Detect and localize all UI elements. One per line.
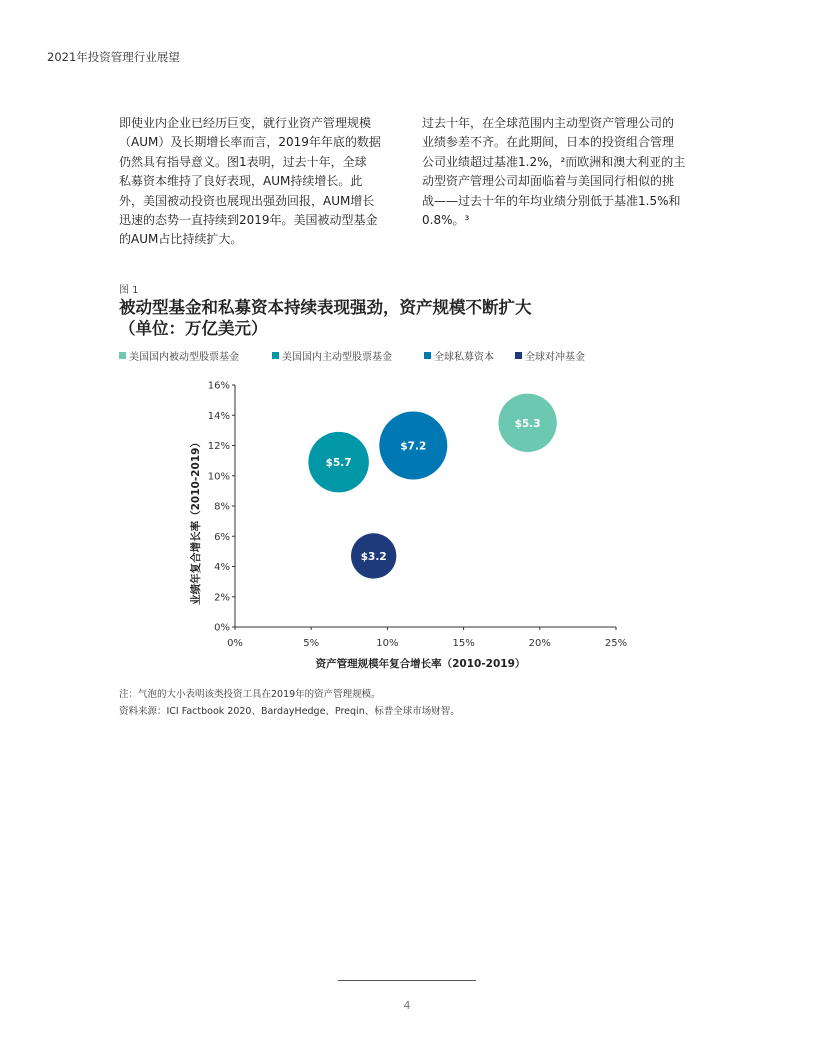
x-tick-label: 25% bbox=[604, 638, 628, 649]
bubble-label: $5.7 bbox=[325, 457, 352, 470]
x-tick-label: 15% bbox=[452, 638, 475, 649]
legend-label: 全球私募资本 bbox=[434, 352, 494, 363]
figure-note: 注：气泡的大小表明该类投资工具在2019年的资产管理规模。 bbox=[119, 689, 381, 700]
x-tick-label: 20% bbox=[528, 638, 551, 649]
running-header: 2021年投资管理行业展望 bbox=[47, 50, 180, 64]
y-tick-label: 10% bbox=[207, 471, 230, 483]
figure-source: 资料来源：ICI Factbook 2020、BardayHedge、Preqin、标普全球市场财智。 bbox=[119, 706, 460, 717]
x-tick-label: 0% bbox=[227, 638, 243, 649]
x-tick-label: 5% bbox=[303, 638, 320, 649]
y-tick-label: 16% bbox=[207, 380, 230, 392]
body-paragraph-left: 即使业内企业已经历巨变，就行业资产管理规模 （AUM）及长期增长率而言，2019年年底的数据 仍然具有指导意义。图1表明，过去十年，全球 私募资本维持了良好表现，AUM持续增长。此 外，美国被动投资也展现出强劲回报，AUM增长 迅速的态势一直持续到2019年。美国被动型基金 的AUM占比持续扩大。 bbox=[119, 116, 381, 247]
legend-label: 美国国内被动型股票基金 bbox=[129, 352, 239, 363]
y-tick-label: 6% bbox=[214, 531, 230, 543]
y-tick-label: 2% bbox=[214, 592, 230, 604]
y-tick-label: 8% bbox=[214, 501, 230, 513]
figure-label: 图 1 bbox=[119, 285, 139, 296]
bubble-label: $3.2 bbox=[360, 550, 387, 563]
y-tick-label: 0% bbox=[214, 622, 230, 634]
y-tick-label: 4% bbox=[214, 562, 230, 573]
y-tick-label: 14% bbox=[207, 410, 230, 422]
figure-title: 被动型基金和私募资本持续表现强劲，资产规模不断扩大 （单位：万亿美元） bbox=[119, 298, 532, 338]
body-paragraph-right: 过去十年，在全球范围内主动型资产管理公司的 业绩参差不齐。在此期间，日本的投资组合管理 公司业绩超过基准1.2%，²而欧洲和澳大利亚的主 动型资产管理公司却面临着与美国同行相似的挑 战——过去十年的年均业绩分别低于基准1.5%和 0.8%。³ bbox=[422, 116, 686, 228]
legend-label: 美国国内主动型股票基金 bbox=[282, 352, 392, 363]
page-number: 4 bbox=[403, 999, 411, 1012]
y-tick-label: 12% bbox=[207, 441, 230, 452]
legend-label: 全球对冲基金 bbox=[525, 352, 585, 363]
x-tick-label: 10% bbox=[376, 638, 399, 649]
y-axis-title: 业绩年复合增长率（2010-2019） bbox=[190, 437, 202, 605]
bubble-label: $5.3 bbox=[514, 417, 541, 430]
x-axis-title: 资产管理规模年复合增长率（2010-2019） bbox=[315, 658, 526, 670]
footer-rule bbox=[338, 980, 476, 981]
bubble-label: $7.2 bbox=[400, 440, 427, 453]
